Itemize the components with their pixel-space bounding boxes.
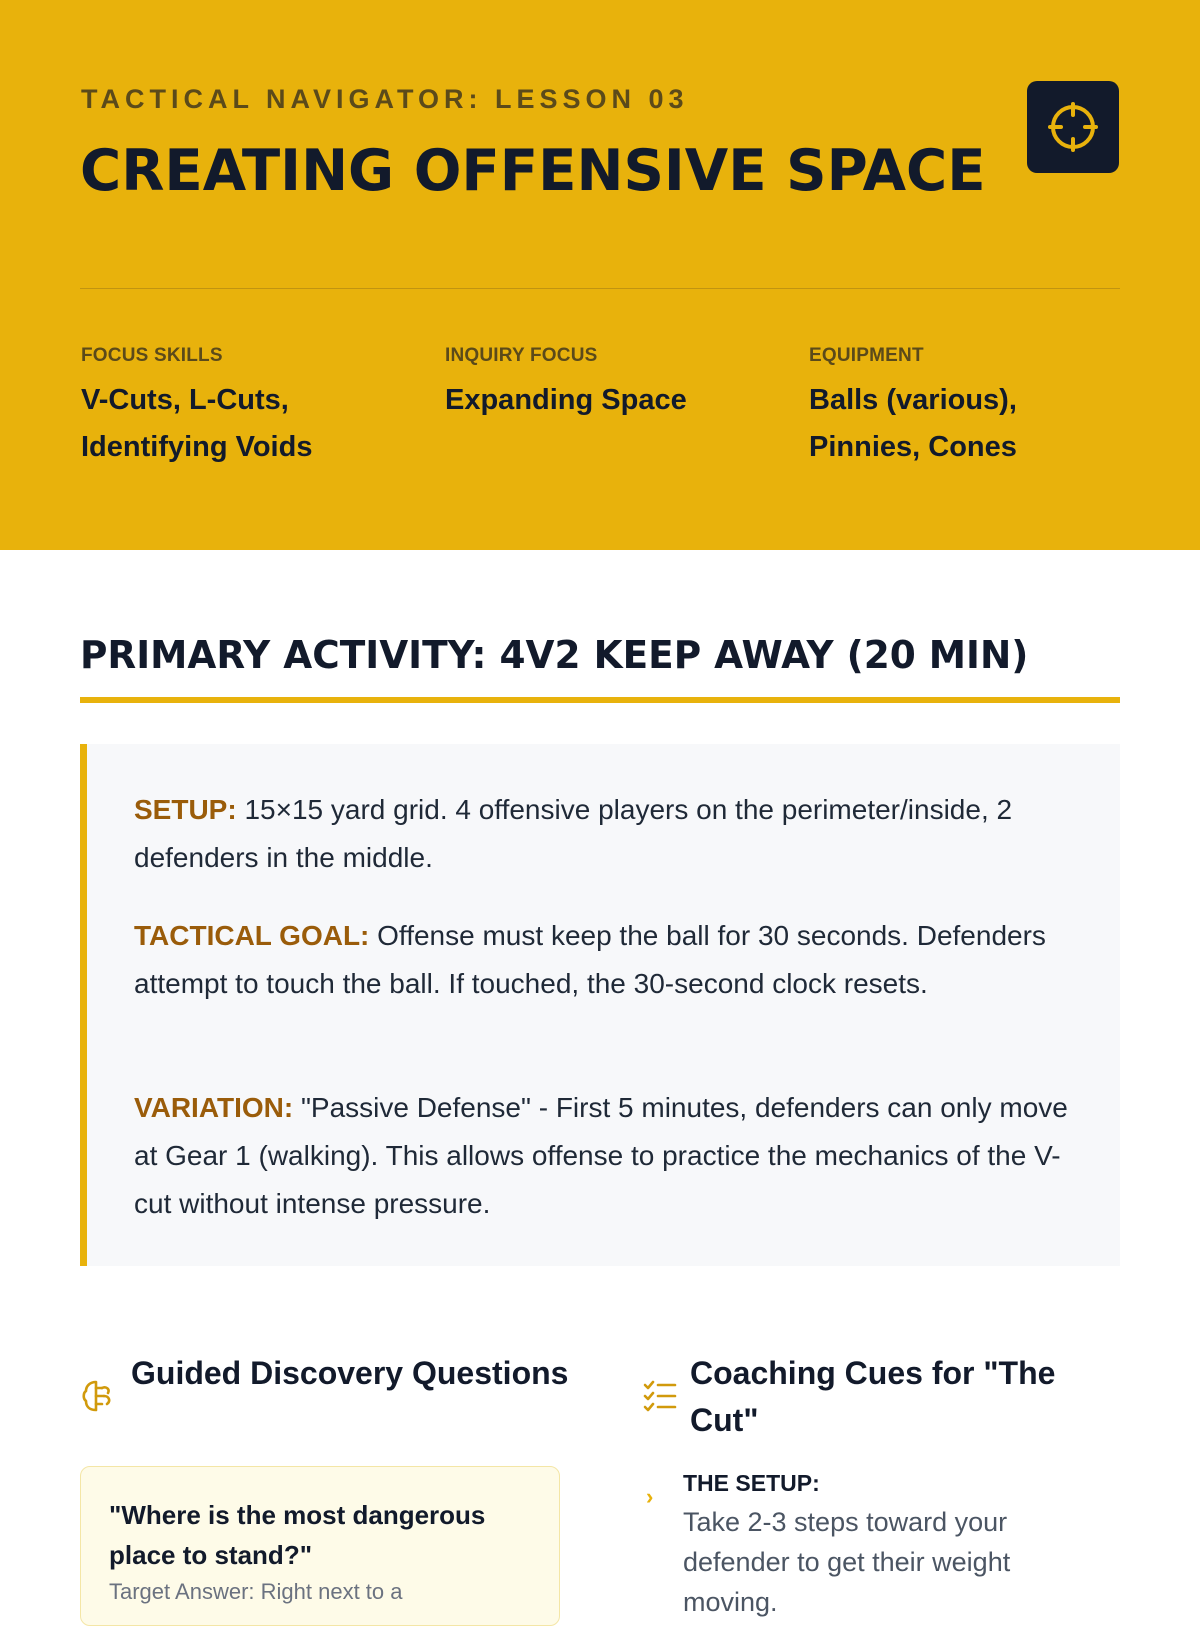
chevron-right-icon: › [646,1484,654,1509]
lesson-title: CREATING OFFENSIVE SPACE [80,138,986,204]
meta-label: FOCUS SKILLS [81,345,223,366]
heading-underline [80,697,1120,703]
lesson-kicker: TACTICAL NAVIGATOR: LESSON 03 [81,84,689,114]
header-divider [80,288,1120,289]
variation-text: "Passive Defense" - First 5 minutes, defenders can only move at Gear 1 (walking). This allows offense to practice the mechanics of the V-cut without intense pressure. [134,1092,1068,1219]
setup-paragraph [134,786,1074,882]
checklist-icon [643,1380,677,1417]
setup-text: 15×15 yard grid. 4 offensive players on the perimeter/inside, 2 defenders in the middle. [134,794,1013,873]
variation-paragraph [134,1084,1074,1228]
meta-label: EQUIPMENT [809,345,924,366]
lesson-header [0,0,1200,550]
meta-equipment [809,345,1139,471]
meta-inquiry-focus [445,345,775,424]
crosshair-icon [1027,81,1119,173]
meta-focus-skills [81,345,411,471]
question-card [80,1466,560,1626]
cues-heading: Coaching Cues for "The Cut" [690,1355,1056,1438]
variation-label: VARIATION: [134,1092,294,1123]
cue-label: THE SETUP: [683,1470,820,1496]
meta-value: V-Cuts, L-Cuts, Identifying Voids [81,384,313,463]
goal-text: Offense must keep the ball for 30 seconds. Defenders attempt to touch the ball. If touched, the 30-second clock resets. [134,920,1046,999]
cue-text: Take 2-3 steps toward your defender to get their weight moving. [683,1507,1011,1617]
meta-value: Balls (various), Pinnies, Cones [809,384,1017,463]
meta-label: INQUIRY FOCUS [445,345,598,366]
target-answer: Target Answer: Right next to a [109,1579,403,1604]
goal-label: TACTICAL GOAL: [134,920,370,951]
question-text: "Where is the most dangerous place to stand?" [109,1500,486,1570]
meta-value: Expanding Space [445,384,687,416]
goal-paragraph [134,912,1074,1008]
activity-card [80,744,1120,1266]
setup-label: SETUP: [134,794,237,825]
discovery-heading: Guided Discovery Questions [131,1355,569,1391]
activity-heading: PRIMARY ACTIVITY: 4V2 KEEP AWAY (20 MIN) [80,633,1029,677]
brain-icon [80,1378,116,1419]
